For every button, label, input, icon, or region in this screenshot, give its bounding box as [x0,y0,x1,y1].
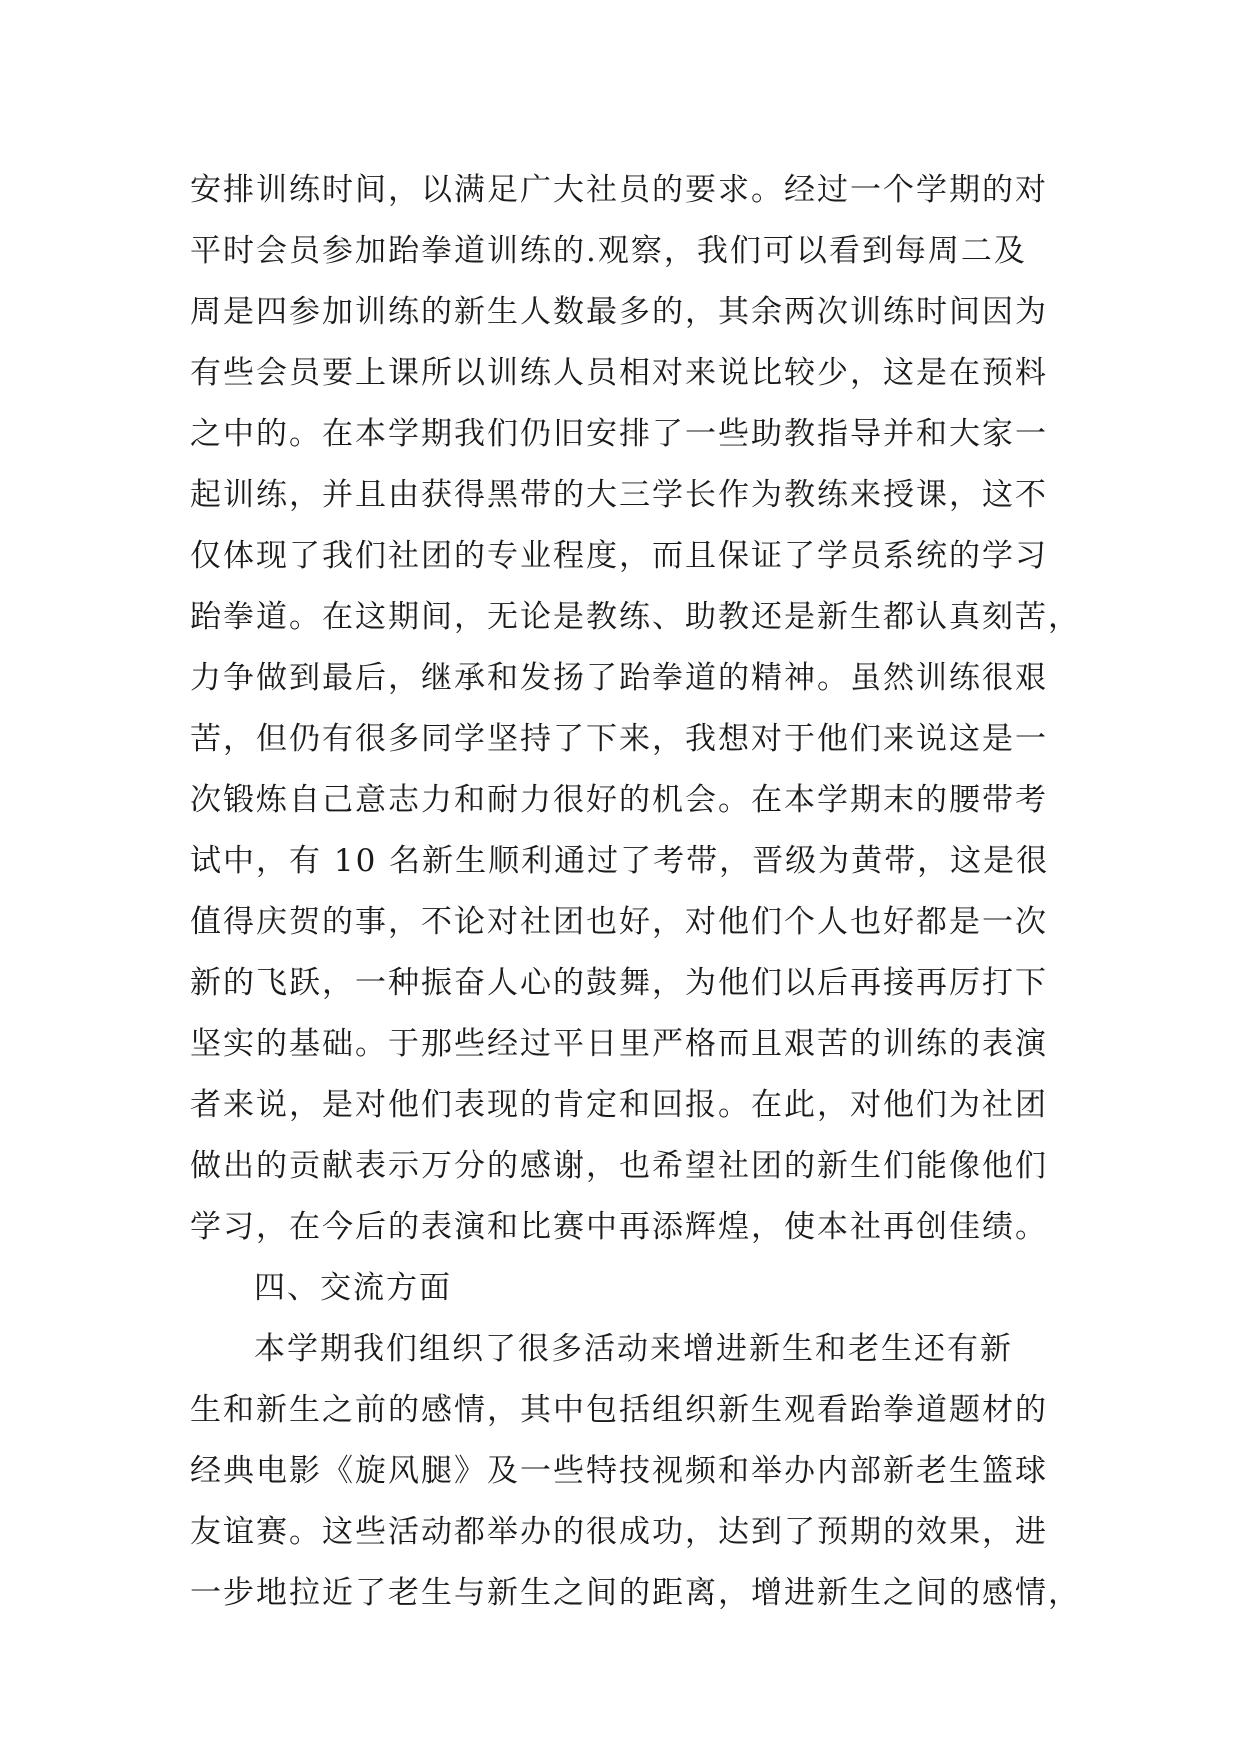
paragraph-line: 跆拳道。在这期间，无论是教练、助教还是新生都认真刻苦， [190,599,1081,635]
paragraph-line: 友谊赛。这些活动都举办的很成功，达到了预期的效果，进 [190,1514,1048,1550]
paragraph-line: 值得庆贺的事，不论对社团也好，对他们个人也好都是一次 [190,904,1048,940]
paragraph-line: 安排训练时间，以满足广大社员的要求。经过一个学期的对 [190,172,1048,208]
paragraph-line: 学习，在今后的表演和比赛中再添辉煌，使本社再创佳绩。 [190,1209,1048,1245]
paragraph-line: 生和新生之前的感情，其中包括组织新生观看跆拳道题材的 [190,1392,1048,1428]
paragraph-line: 周是四参加训练的新生人数最多的，其余两次训练时间因为 [190,294,1048,330]
paragraph-line: 苦，但仍有很多同学坚持了下来，我想对于他们来说这是一 [190,721,1048,757]
paragraph-line: 力争做到最后，继承和发扬了跆拳道的精神。虽然训练很艰 [190,660,1048,696]
paragraph-line: 试中，有 10 名新生顺利通过了考带，晋级为黄带，这是很 [190,843,1050,879]
paragraph-line: 本学期我们组织了很多活动来增进新生和老生还有新 [254,1331,1013,1367]
paragraph-line: 坚实的基础。于那些经过平日里严格而且艰苦的训练的表演 [190,1026,1048,1062]
paragraph-line: 次锻炼自己意志力和耐力很好的机会。在本学期末的腰带考 [190,782,1048,818]
document-body [190,160,1081,1624]
paragraph-line: 新的飞跃，一种振奋人心的鼓舞，为他们以后再接再厉打下 [190,965,1048,1001]
paragraph-line: 做出的贡献表示万分的感谢，也希望社团的新生们能像他们 [190,1148,1048,1184]
section-heading: 四、交流方面 [254,1270,452,1306]
paragraph-line: 一步地拉近了老生与新生之间的距离，增进新生之间的感情， [190,1575,1081,1611]
paragraph-line: 起训练，并且由获得黑带的大三学长作为教练来授课，这不 [190,477,1048,513]
paragraph-line: 仅体现了我们社团的专业程度，而且保证了学员系统的学习 [190,538,1048,574]
paragraph-line: 者来说，是对他们表现的肯定和回报。在此，对他们为社团 [190,1087,1048,1123]
paragraph-line: 经典电影《旋风腿》及一些特技视频和举办内部新老生篮球 [190,1453,1048,1489]
paragraph-line: 有些会员要上课所以训练人员相对来说比较少，这是在预料 [190,355,1048,391]
paragraph-line: 平时会员参加跆拳道训练的.观察，我们可以看到每周二及 [190,233,1027,269]
paragraph-line: 之中的。在本学期我们仍旧安排了一些助教指导并和大家一 [190,416,1048,452]
